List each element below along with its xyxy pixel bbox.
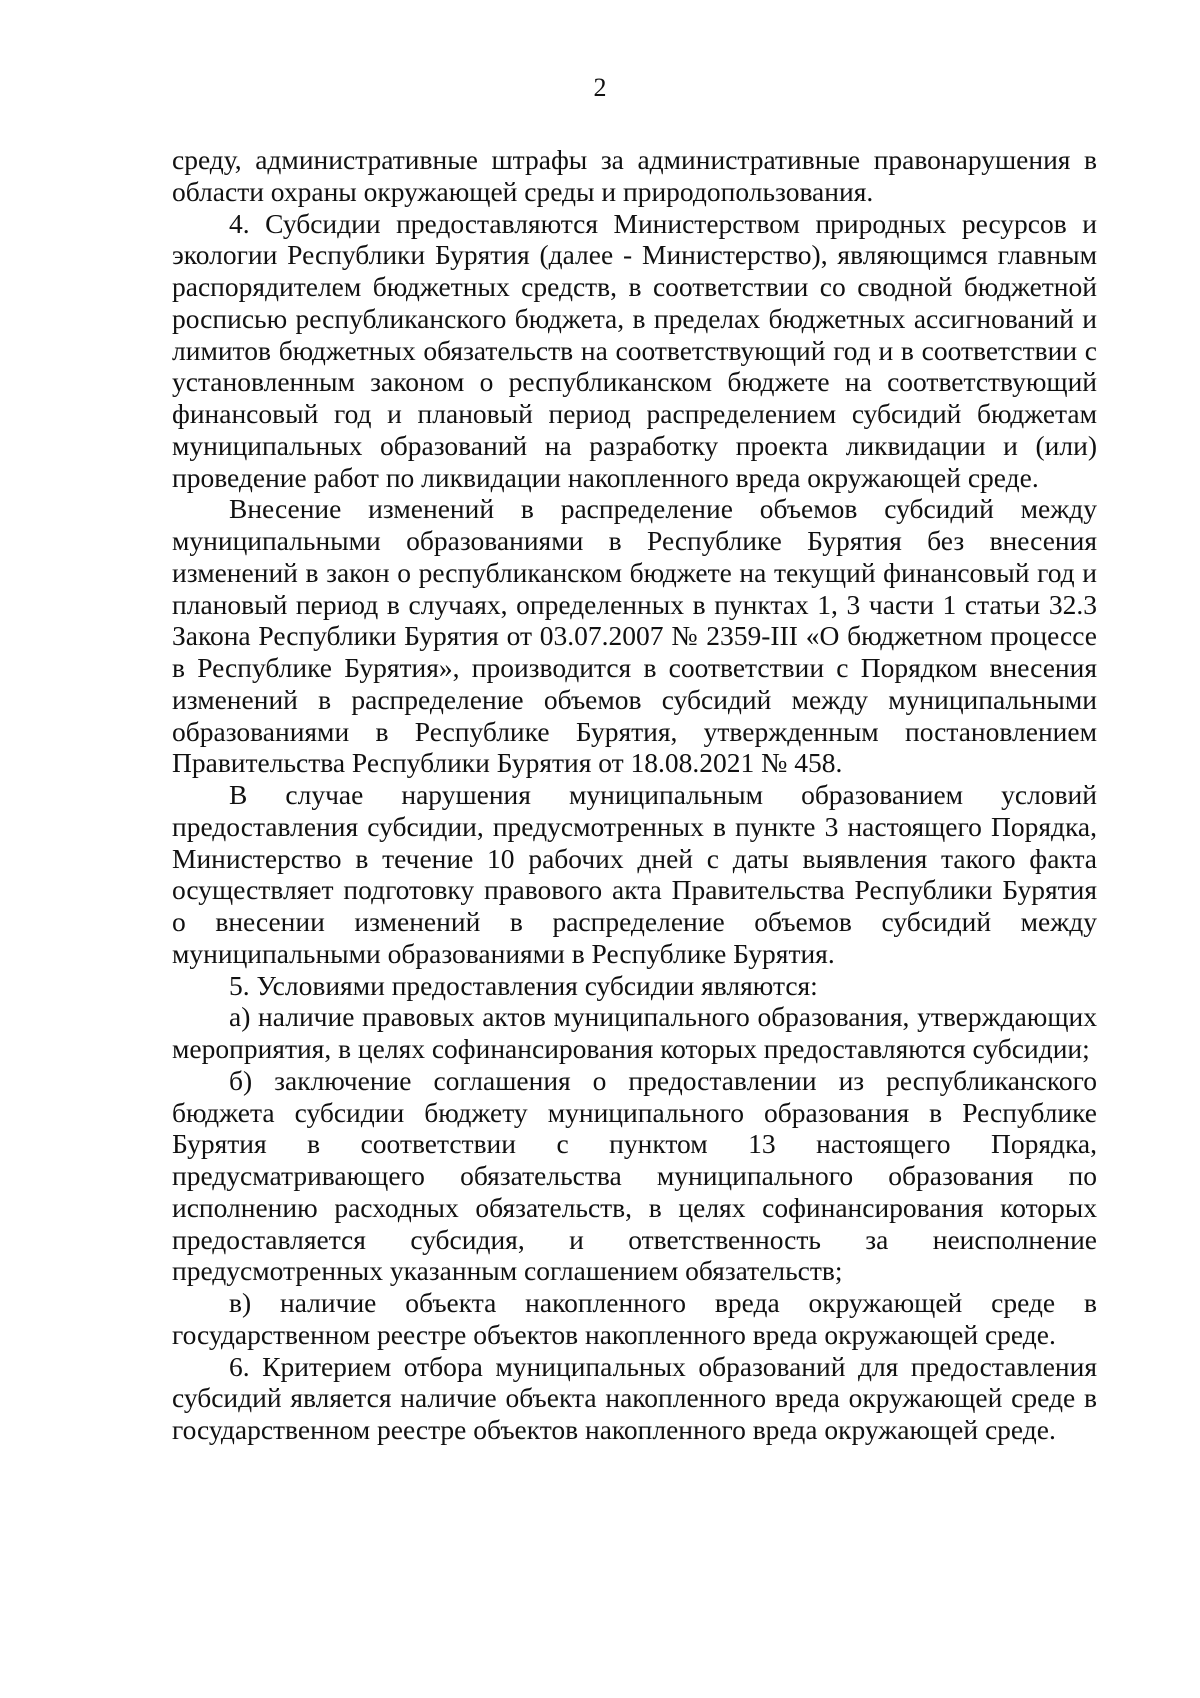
page-number: 2 xyxy=(593,73,607,102)
paragraph-item-6: 6. Критерием отбора муниципальных образований для предоставления субсидий является наличие объекта накопленного вреда окружающей среде в государственном реестре объектов накопленного вреда окружающей среде. xyxy=(172,1350,1097,1445)
paragraph-item-5-c: в) наличие объекта накопленного вреда окружающей среде в государственном реестре объектов накопленного вреда окружающей среде. xyxy=(172,1287,1097,1350)
paragraph-item-5-a: а) наличие правовых актов муниципального образования, утверждающих мероприятия, в целях софинансирования которых предоставляются субсидии; xyxy=(172,1001,1097,1064)
document-body xyxy=(172,144,1097,1446)
paragraph-item-5-b: б) заключение соглашения о предоставлении из республиканского бюджета субсидии бюджету муниципального образования в Республике Бурятия в соответствии с пунктом 13 настоящего Порядка, предусматривающего обязательства муниципального образования по исполнению расходных обязательств, в целях софинансирования которых предоставляется субсидия, и ответственность за неисполнение предусмотренных указанным соглашением обязательств; xyxy=(172,1064,1097,1287)
paragraph-item-4: 4. Субсидии предоставляются Министерством природных ресурсов и экологии Республики Бурятия (далее - Министерство), являющимся главным распорядителем бюджетных средств, в соответствии со сводной бюджетной росписью республиканского бюджета, в пределах бюджетных ассигнований и лимитов бюджетных обязательств на соответствующий год и в соответствии с установленным законом о республиканском бюджете на соответствующий финансовый год и плановый период распределением субсидий бюджетам муниципальных образований на разработку проекта ликвидации и (или) проведение работ по ликвидации накопленного вреда окружающей среде. xyxy=(172,207,1097,493)
paragraph-item-5: 5. Условиями предоставления субсидии являются: xyxy=(229,969,818,1001)
paragraph-continuation: среду, административные штрафы за административные правонарушения в области охраны окружающей среды и природопользования. xyxy=(172,144,1097,207)
paragraph-item-4-violation: В случае нарушения муниципальным образованием условий предоставления субсидии, предусмотренных в пункте 3 настоящего Порядка, Министерство в течение 10 рабочих дней с даты выявления такого факта осуществляет подготовку правового акта Правительства Республики Бурятия о внесении изменений в распределение объемов субсидий между муниципальными образованиями в Республике Бурятия. xyxy=(172,779,1097,969)
paragraph-item-4-changes: Внесение изменений в распределение объемов субсидий между муниципальными образованиями в Республике Бурятия без внесения изменений в закон о республиканском бюджете на текущий финансовый год и плановый период в случаях, определенных в пунктах 1, 3 части 1 статьи 32.3 Закона Республики Бурятия от 03.07.2007 № 2359-III «О бюджетном процессе в Республике Бурятия», производится в соответствии с Порядком внесения изменений в распределение объемов субсидий между муниципальными образованиями в Республике Бурятия, утвержденным постановлением Правительства Республики Бурятия от 18.08.2021 № 458. xyxy=(172,493,1097,779)
